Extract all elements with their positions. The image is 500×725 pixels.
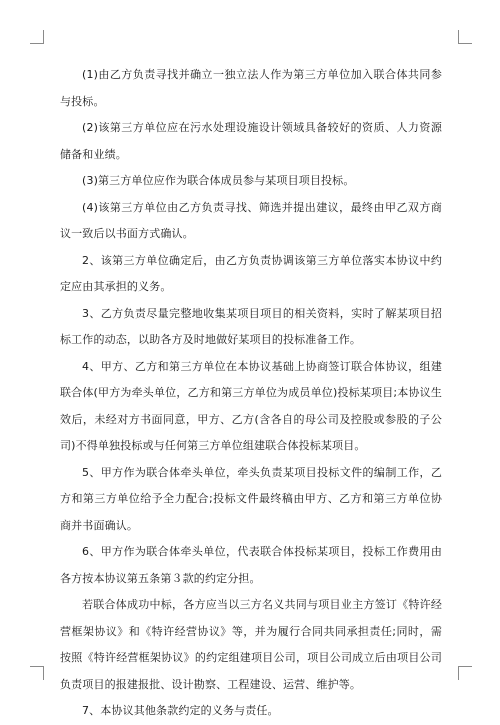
paragraph: (2)该第三方单位应在污水处理设施设计领域具备较好的资质、人力资源储备和业绩。 [60,121,442,161]
paragraph: 3、乙方负责尽量完整地收集某项目项目的相关资料，实时了解某项目招标工作的动态，以助各方及时地做好某项目的投标准备工作。 [60,306,442,346]
paragraph: 4、甲方、乙方和第三方单位在本协议基础上协商签订联合体协议，组建联合体(甲方为牵头单位，乙方和第三方单位为成员单位)投标某项目;本协议生效后，未经对方书面同意，甲方、乙方(含各自的母公司及控股或参股的子公司)不得单独投标或与任何第三方单位组建联合体投标某项目。 [60,359,442,452]
paragraph: 2、该第三方单位确定后，由乙方负责协调该第三方单位落实本协议中约定应由其承担的义务。 [60,253,442,293]
corner-mark-bottom-left [30,666,44,680]
paragraph: 5、甲方作为联合体牵头单位，牵头负责某项目投标文件的编制工作，乙方和第三方单位给予全力配合;投标文件最终稿由甲方、乙方和第三方单位协商并书面确认。 [60,465,442,532]
paragraph: (3)第三方单位应作为联合体成员参与某项目项目投标。 [82,174,355,187]
corner-mark-top-left [30,30,44,44]
document-body [60,62,442,725]
paragraph: (1)由乙方负责寻找并确立一独立法人作为第三方单位加入联合体共同参与投标。 [60,68,442,108]
paragraph: 若联合体成功中标，各方应当以三方名义共同与项目业主方签订《特许经营框架协议》和《特许经营协议》等，并为履行合同共同承担责任;同时，需按照《特许经营框架协议》的约定组建项目公司，项目公司成立后由项目公司负责项目的报建报批、设计勘察、工程建设、运营、维护等。 [60,598,442,691]
paragraph: 6、甲方作为联合体牵头单位，代表联合体投标某项目，投标工作费用由各方按本协议第五条第３款的约定分担。 [60,545,442,585]
paragraph: 7、本协议其他条款约定的义务与责任。 [82,704,279,717]
corner-mark-bottom-right [458,666,472,680]
corner-mark-top-right [458,30,472,44]
paragraph: (4)该第三方单位由乙方负责寻找、筛选并提出建议，最终由甲乙双方商议一致后以书面方式确认。 [60,200,442,240]
